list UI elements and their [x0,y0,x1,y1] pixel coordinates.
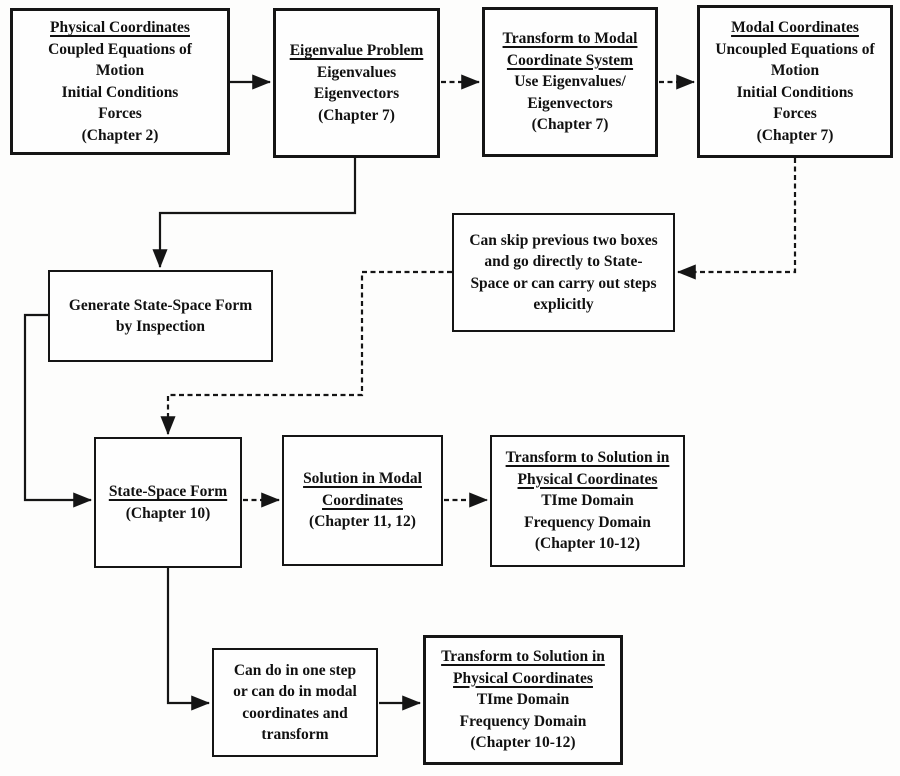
text-line: Forces [773,105,817,122]
text-line: Coupled Equations of [48,40,192,58]
text-line: explicitly [533,296,594,313]
text-line: (Chapter 10-12) [534,535,641,553]
box-title [503,28,638,71]
box-solution-in-modal-coordinates [282,435,443,566]
box-transform-solution-physical-bottom [423,635,623,765]
box-title [290,40,424,62]
text-line: Physical Coordinates [50,19,190,36]
box-body [514,71,626,136]
text-line: by Inspection [115,318,206,335]
text-line: Can skip previous two boxes [469,231,658,249]
text-line: Eigenvalue Problem [289,42,424,59]
text-line: Frequency Domain [459,712,587,730]
box-title [506,447,670,490]
box-physical-coordinates [10,8,230,155]
text-line: TIme Domain [476,691,570,709]
text-line: coordinates and [242,704,348,722]
text-line: Transform to Modal [502,30,638,48]
text-line: Eigenvalues [316,63,397,81]
box-title [109,481,227,503]
text-line: Forces [98,105,142,122]
box-title [731,17,859,39]
text-line: Motion [770,62,820,79]
box-body [469,230,657,316]
text-line: (Chapter 11, 12) [309,513,416,531]
text-line: TIme Domain [541,492,634,510]
box-title [441,646,605,689]
text-line: Transform to Solution in [505,449,670,467]
box-title [50,17,190,39]
text-line: (Chapter 10-12) [470,734,576,752]
box-can-do-one-step-note [212,648,378,757]
text-line: Coordinates [322,491,403,509]
text-line: Motion [95,62,145,79]
arrow-eigenvalue-to-generate-state-space [160,158,355,267]
box-body [460,689,587,754]
arrow-modal-coordinates-to-can-skip [678,158,795,272]
box-body [314,62,399,127]
text-line: Can do in one step [233,661,357,679]
text-line: State-Space Form [108,483,228,500]
box-state-space-form [94,437,242,568]
text-line: Physical Coordinates [453,669,593,687]
text-line: Frequency Domain [524,513,651,531]
text-line: Coordinate System [506,51,634,69]
box-transform-solution-physical-top [490,435,685,567]
text-line: transform [261,726,329,743]
box-title [303,468,422,511]
box-body [69,295,252,338]
text-line: (Chapter 7) [756,126,834,144]
text-line: Transform to Solution in [441,648,605,666]
text-line: Initial Conditions [61,83,179,101]
text-line: (Chapter 7) [318,106,395,124]
box-body [524,490,651,555]
text-line: Modal Coordinates [731,19,859,36]
box-generate-state-space-form [48,270,273,362]
box-body [48,39,192,147]
text-line: (Chapter 7) [531,116,609,134]
text-line: and go directly to State- [484,253,643,270]
text-line: (Chapter 2) [81,126,159,144]
text-line: Use Eigenvalues/ [514,73,626,91]
box-body [309,511,416,533]
text-line: or can do in modal [233,683,357,700]
text-line: Eigenvectors [527,94,613,112]
arrow-state-space-to-can-do [168,568,209,703]
text-line: Eigenvectors [313,85,400,102]
text-line: (Chapter 10) [125,504,211,522]
box-eigenvalue-problem [273,8,440,158]
text-line: Space or can carry out steps [470,274,657,292]
text-line: Physical Coordinates [517,470,658,488]
box-body [233,660,357,746]
text-line: Solution in Modal [303,470,422,488]
box-modal-coordinates [697,5,893,158]
box-body [126,503,211,525]
text-line: Generate State-Space Form [68,296,253,314]
text-line: Uncoupled Equations of [715,40,875,58]
box-can-skip-note [452,213,675,332]
box-transform-to-modal-coordinate-system [482,7,658,157]
box-body [715,39,874,147]
text-line: Initial Conditions [736,83,854,101]
